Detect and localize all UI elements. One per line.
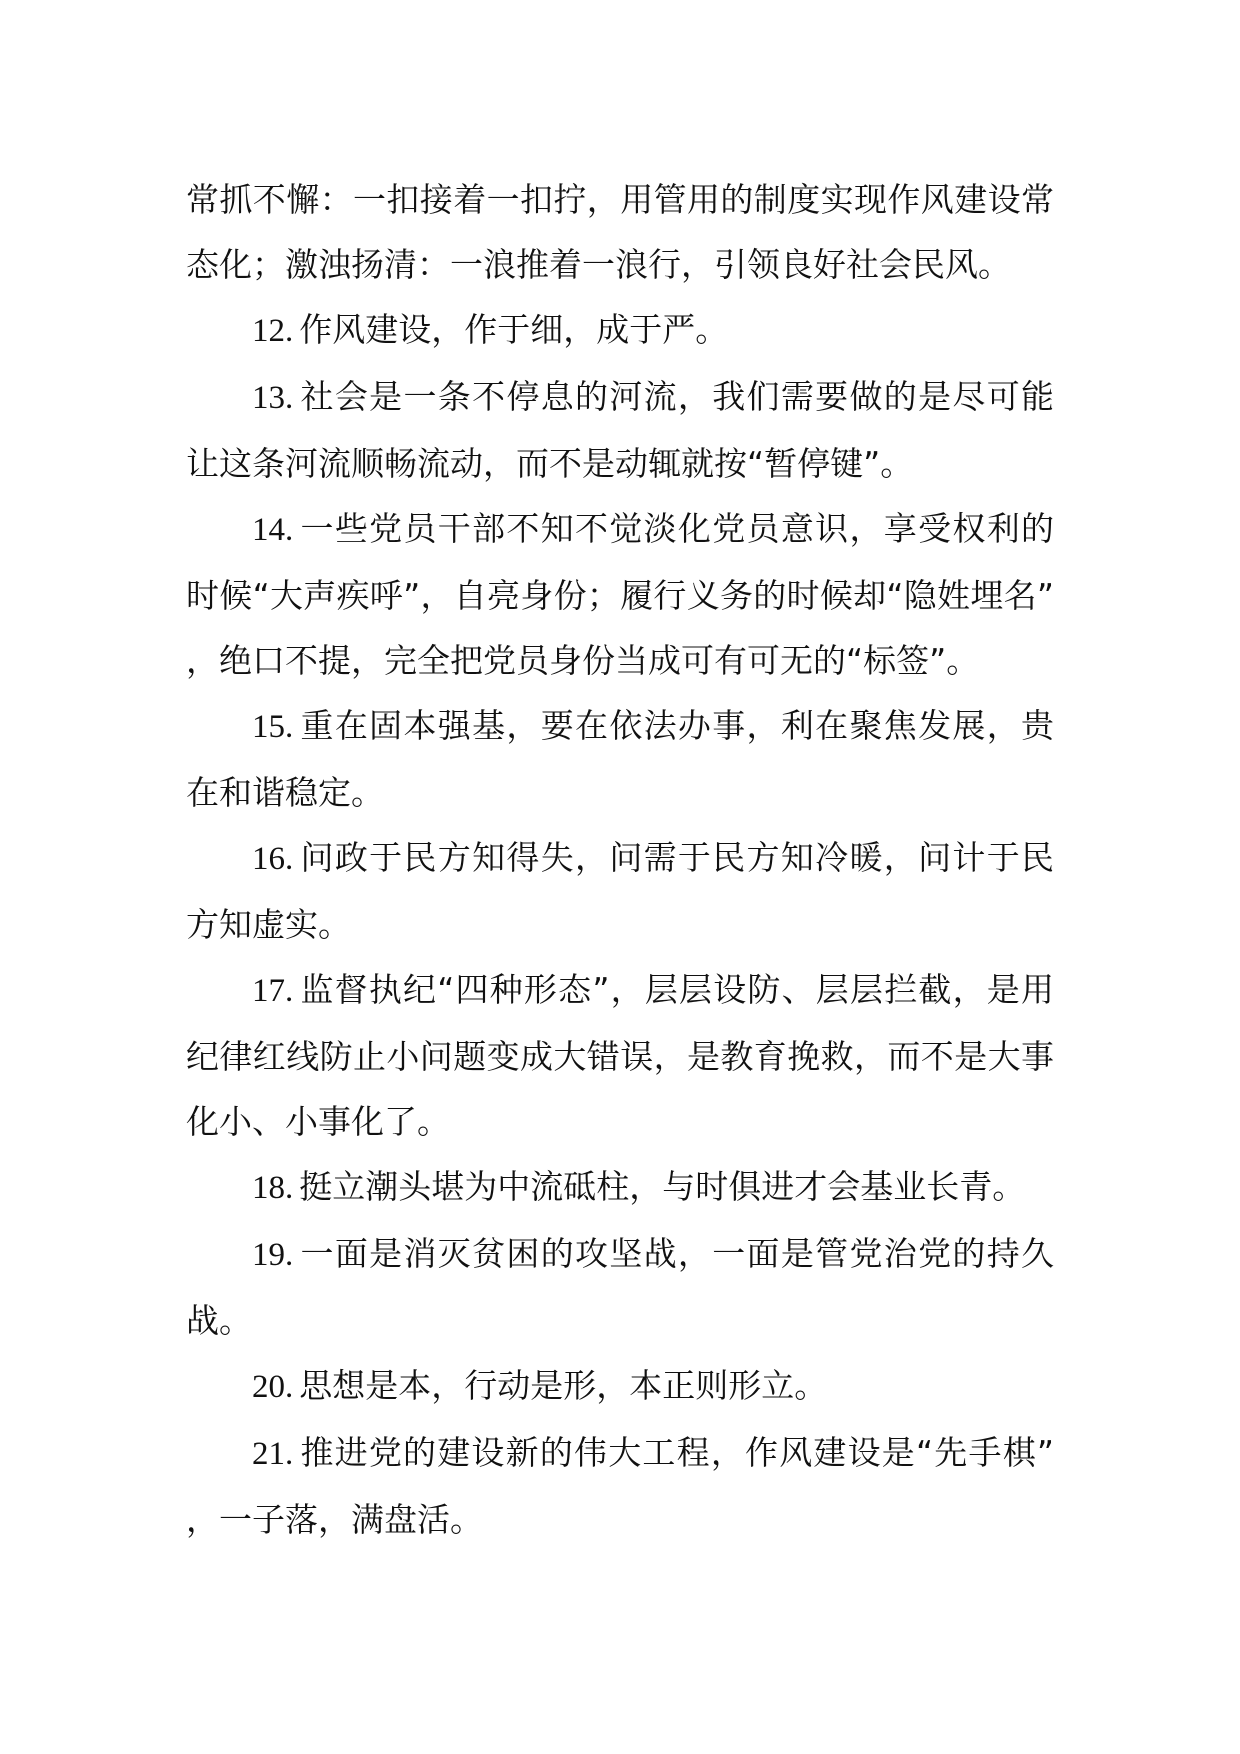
paragraph-text: 问政于民方知得失，问需于民方知冷暖，问计于民方知虚实。: [186, 838, 1054, 944]
paragraph-number: 12.: [252, 313, 294, 349]
paragraph-number: 18.: [252, 1170, 294, 1206]
paragraph-number: 19.: [252, 1237, 294, 1273]
paragraph-text: 推进党的建设新的伟大工程，作风建设是“先手棋”，一子落，满盘活。: [186, 1433, 1054, 1539]
paragraph-12: [186, 297, 1054, 364]
paragraph-20: [186, 1353, 1054, 1420]
paragraph-15: [186, 693, 1054, 825]
paragraph-number: 21.: [252, 1436, 294, 1472]
paragraph-text: 社会是一条不停息的河流，我们需要做的是尽可能让这条河流顺畅流动，而不是动辄就按“暂停键”。: [186, 377, 1054, 483]
paragraph-number: 13.: [252, 380, 294, 416]
paragraph-13: [186, 364, 1054, 496]
paragraph-19: [186, 1221, 1054, 1353]
paragraph-14: [186, 496, 1054, 693]
paragraph-21: [186, 1420, 1054, 1552]
paragraph-text: 思想是本，行动是形，本正则形立。: [299, 1366, 828, 1405]
paragraph-text: 一些党员干部不知不觉淡化党员意识，享受权利的时候“大声疾呼”，自亮身份；履行义务的时候却“隐姓埋名”，绝口不提，完全把党员身份当成可有可无的“标签”。: [186, 509, 1054, 680]
paragraph-17: [186, 957, 1054, 1154]
paragraph-number: 16.: [252, 841, 294, 877]
paragraph-text: 常抓不懈：一扣接着一扣拧，用管用的制度实现作风建设常态化；激浊扬清：一浪推着一浪行，引领良好社会民风。: [186, 180, 1054, 284]
paragraph-16: [186, 825, 1054, 957]
paragraph-18: [186, 1154, 1054, 1221]
paragraph-text: 一面是消灭贫困的攻坚战，一面是管党治党的持久战。: [186, 1234, 1054, 1340]
paragraph-number: 14.: [252, 512, 294, 548]
paragraph-text: 重在固本强基，要在依法办事，利在聚焦发展，贵在和谐稳定。: [186, 706, 1054, 812]
paragraph-number: 20.: [252, 1369, 294, 1405]
document-body: [186, 167, 1054, 1552]
paragraph-text: 监督执纪“四种形态”，层层设防、层层拦截，是用纪律红线防止小问题变成大错误，是教育挽救，而不是大事化小、小事化了。: [186, 970, 1054, 1141]
paragraph-continuation: [186, 167, 1054, 297]
paragraph-number: 15.: [252, 709, 294, 745]
paragraph-text: 挺立潮头堪为中流砥柱，与时俱进才会基业长青。: [299, 1167, 1026, 1206]
paragraph-text: 作风建设，作于细，成于严。: [299, 310, 729, 349]
paragraph-number: 17.: [252, 973, 294, 1009]
